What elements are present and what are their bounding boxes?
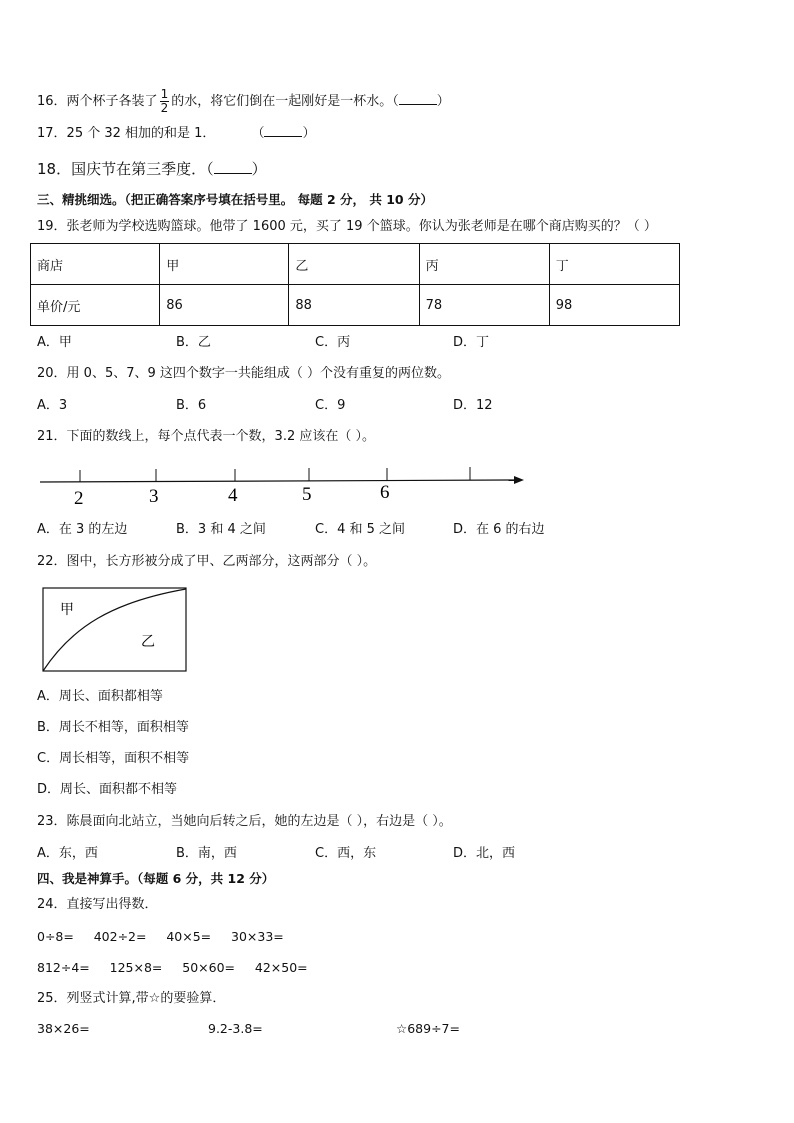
table-cell: 丁 bbox=[549, 244, 679, 285]
section-3-heading: 三、精挑细选。（把正确答案序号填在括号里。 每题 2 分， 共 10 分） bbox=[37, 192, 433, 207]
shop-price-table bbox=[30, 243, 680, 326]
region-label-b: 乙 bbox=[141, 634, 155, 650]
answer-blank-16[interactable] bbox=[399, 92, 437, 105]
option-b[interactable]: B．南，西 bbox=[176, 846, 237, 861]
answer-blank-18[interactable] bbox=[214, 161, 252, 174]
option-d[interactable]: D．在 6 的右边 bbox=[453, 522, 545, 537]
table-cell: 86 bbox=[160, 285, 289, 326]
tick-label: 5 bbox=[302, 484, 312, 505]
question-18: 18．国庆节在第三季度．（ ） bbox=[37, 160, 267, 178]
option-a[interactable]: A．甲 bbox=[37, 335, 72, 350]
calc-row-1: 0÷8= 402÷2= 40×5= 30×33= bbox=[37, 929, 284, 944]
tick-label: 3 bbox=[149, 486, 159, 507]
option-a[interactable]: A．在 3 的左边 bbox=[37, 522, 128, 537]
option-a[interactable]: A．周长、面积都相等 bbox=[37, 689, 163, 704]
table-cell: 78 bbox=[419, 285, 549, 326]
calc-row-2: 812÷4= 125×8= 50×60= 42×50= bbox=[37, 960, 308, 975]
calc-item: 9.2-3.8= bbox=[208, 1021, 263, 1036]
option-a[interactable]: A．3 bbox=[37, 398, 68, 413]
option-c[interactable]: C．丙 bbox=[315, 335, 351, 350]
table-cell: 单价/元 bbox=[31, 285, 160, 326]
question-24: 24．直接写出得数． bbox=[37, 897, 158, 912]
option-d[interactable]: D．北，西 bbox=[453, 846, 516, 861]
calc-item: 38×26= bbox=[37, 1021, 90, 1036]
region-label-a: 甲 bbox=[60, 602, 74, 618]
option-b[interactable]: B．3 和 4 之间 bbox=[176, 522, 266, 537]
option-b[interactable]: B．周长不相等，面积相等 bbox=[37, 720, 189, 735]
table-cell: 丙 bbox=[419, 244, 549, 285]
number-line bbox=[36, 460, 536, 510]
question-20: 20．用 0、5、7、9 这四个数字一共能组成（ ）个没有重复的两位数。 bbox=[37, 366, 451, 381]
section-4-heading: 四、我是神算手。（每题 6 分，共 12 分） bbox=[37, 871, 275, 886]
option-d[interactable]: D．丁 bbox=[453, 335, 490, 350]
option-b[interactable]: B．乙 bbox=[176, 335, 211, 350]
fraction-one-half: $\frac{1}{2}$ bbox=[160, 87, 169, 115]
question-22: 22．图中，长方形被分成了甲、乙两部分，这两部分（ ）。 bbox=[37, 554, 377, 569]
option-b[interactable]: B．6 bbox=[176, 398, 207, 413]
option-a[interactable]: A．东，西 bbox=[37, 846, 98, 861]
question-19: 19．张老师为学校选购篮球。他带了 1600 元，买了 19 个篮球。你认为张老师是在哪个商店购买的？（ ） bbox=[37, 219, 657, 234]
question-16: 16．两个杯子各装了 $\frac{1}{2}$ 的水，将它们倒在一起刚好是一杯水。（ ） bbox=[37, 87, 450, 115]
option-c[interactable]: C．9 bbox=[315, 398, 346, 413]
number-line-axis bbox=[40, 480, 516, 482]
question-23: 23．陈晨面向北站立，当她向后转之后，她的左边是（ ），右边是（ ）。 bbox=[37, 814, 452, 829]
tick-label: 4 bbox=[228, 485, 238, 506]
rectangle-figure bbox=[42, 587, 188, 673]
option-c[interactable]: C．西，东 bbox=[315, 846, 377, 861]
table-row bbox=[31, 285, 680, 326]
question-21: 21．下面的数线上，每个点代表一个数，3.2 应该在（ ）。 bbox=[37, 429, 375, 444]
question-25: 25．列竖式计算,带☆的要验算． bbox=[37, 991, 226, 1006]
option-d[interactable]: D．12 bbox=[453, 398, 493, 413]
table-cell: 甲 bbox=[160, 244, 289, 285]
calc-item-with-check: ☆689÷7= bbox=[396, 1021, 460, 1036]
option-d[interactable]: D．周长、面积都不相等 bbox=[37, 782, 178, 797]
table-cell: 88 bbox=[289, 285, 419, 326]
table-cell: 商店 bbox=[31, 244, 160, 285]
option-c[interactable]: C．4 和 5 之间 bbox=[315, 522, 406, 537]
number-line-arrow-icon bbox=[514, 476, 524, 484]
tick-label: 6 bbox=[380, 482, 390, 503]
table-cell: 98 bbox=[549, 285, 679, 326]
question-17: 17．25 个 32 相加的和是 1． （ ） bbox=[37, 126, 316, 141]
tick-label: 2 bbox=[74, 488, 84, 509]
table-cell: 乙 bbox=[289, 244, 419, 285]
rectangle-outline bbox=[43, 588, 186, 671]
table-row bbox=[31, 244, 680, 285]
answer-blank-17[interactable] bbox=[264, 124, 302, 137]
option-c[interactable]: C．周长相等，面积不相等 bbox=[37, 751, 190, 766]
